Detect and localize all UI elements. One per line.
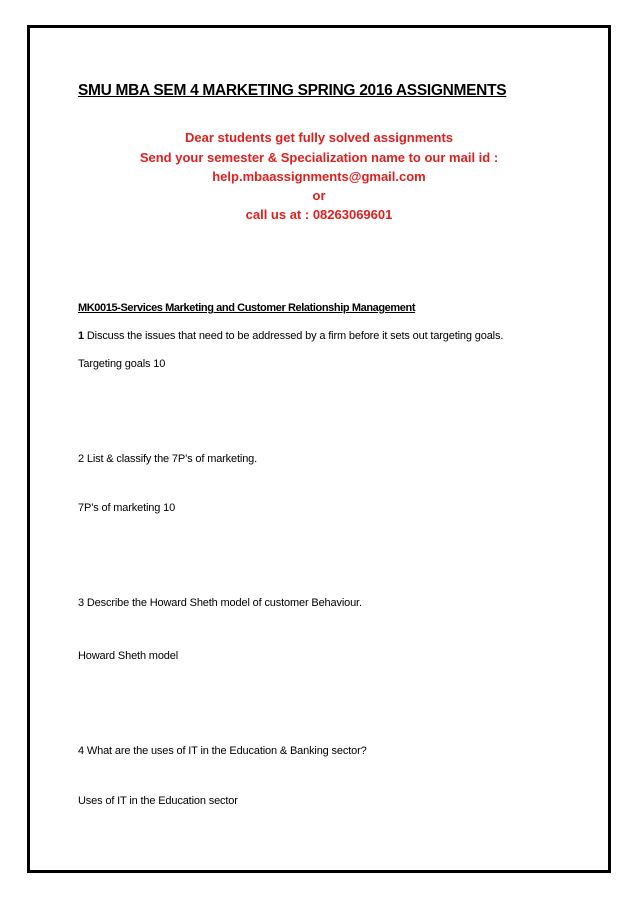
notice-line-2: Send your semester & Specialization name to our mail id : [139,150,499,165]
document-title: SMU MBA SEM 4 MARKETING SPRING 2016 ASSIGNMENTS [78,82,507,99]
question-4: 4 What are the uses of IT in the Education & Banking sector? [78,745,367,757]
question-3: 3 Describe the Howard Sheth model of customer Behaviour. [78,597,362,609]
subject-heading: MK0015-Services Marketing and Customer Relationship Management [78,302,416,314]
question-1-text: Discuss the issues that need to be addressed by a firm before it sets out targeting goals. [83,330,504,342]
question-2-subheading: 7P’s of marketing 10 [78,502,176,514]
notice-phone: call us at : 08263069601 [245,207,393,222]
notice-or: or [312,188,326,203]
question-1 [78,330,503,342]
question-1-subheading: Targeting goals 10 [78,358,166,370]
question-4-subheading: Uses of IT in the Education sector [78,795,238,807]
question-3-subheading: Howard Sheth model [78,650,179,662]
notice-line-1: Dear students get fully solved assignments [184,130,454,145]
notice-email: help.mbaassignments@gmail.com [212,169,426,184]
question-2: 2 List & classify the 7P’s of marketing. [78,453,258,465]
question-1-number: 1 [78,330,84,342]
